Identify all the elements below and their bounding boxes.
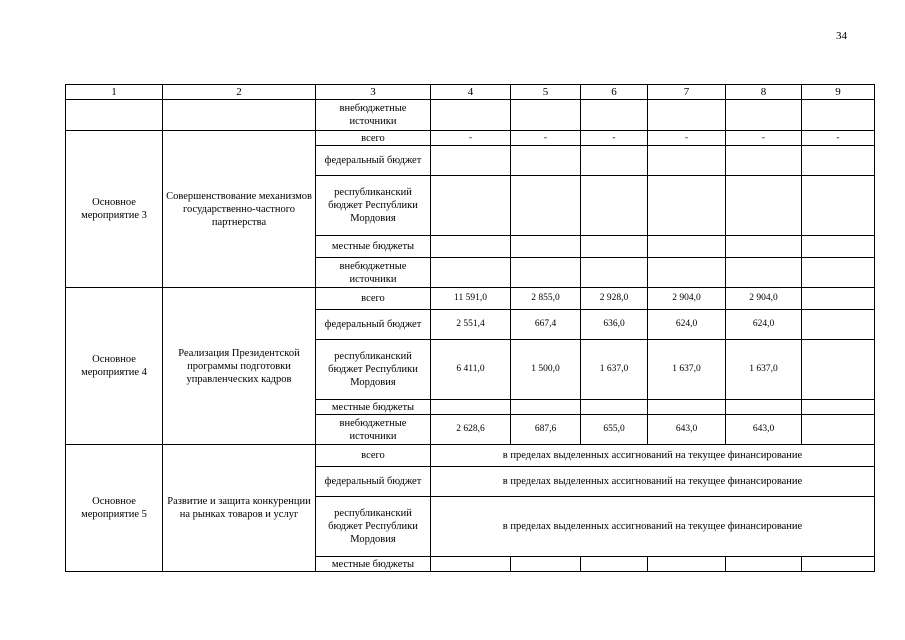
header-cell: 2 (163, 85, 316, 100)
value-cell (648, 557, 726, 572)
value-cell: - (726, 131, 802, 146)
source-cell: всего (316, 445, 431, 467)
value-cell: 2 904,0 (726, 288, 802, 310)
value-cell (581, 146, 648, 176)
value-cell (581, 258, 648, 288)
source-cell: внебюджетные источники (316, 100, 431, 131)
value-cell (431, 176, 511, 236)
value-cell (802, 100, 875, 131)
financing-note: в пределах выделенных ассигнований на текущее финансирование (431, 445, 875, 467)
value-cell (511, 176, 581, 236)
source-cell: всего (316, 288, 431, 310)
value-cell: 687,6 (511, 415, 581, 445)
empty-cell (66, 100, 163, 131)
value-cell (648, 146, 726, 176)
header-cell: 1 (66, 85, 163, 100)
header-cell: 3 (316, 85, 431, 100)
value-cell (581, 400, 648, 415)
value-cell: 2 904,0 (648, 288, 726, 310)
source-cell: федеральный бюджет (316, 467, 431, 497)
value-cell (802, 310, 875, 340)
source-cell: республиканский бюджет Республики Мордовия (316, 497, 431, 557)
value-cell (431, 146, 511, 176)
value-cell (802, 415, 875, 445)
value-cell (802, 146, 875, 176)
value-cell: 667,4 (511, 310, 581, 340)
header-cell: 9 (802, 85, 875, 100)
value-cell: 2 855,0 (511, 288, 581, 310)
value-cell (726, 236, 802, 258)
value-cell: 2 628,6 (431, 415, 511, 445)
financing-note: в пределах выделенных ассигнований на текущее финансирование (431, 497, 875, 557)
value-cell (581, 176, 648, 236)
measure-title: Основное мероприятие 3 (66, 131, 163, 288)
source-cell: местные бюджеты (316, 557, 431, 572)
value-cell: 624,0 (726, 310, 802, 340)
value-cell (648, 100, 726, 131)
value-cell (726, 176, 802, 236)
value-cell: - (431, 131, 511, 146)
header-cell: 7 (648, 85, 726, 100)
source-cell: федеральный бюджет (316, 146, 431, 176)
value-cell: 2 928,0 (581, 288, 648, 310)
value-cell (431, 400, 511, 415)
value-cell (511, 400, 581, 415)
value-cell (802, 288, 875, 310)
value-cell: 655,0 (581, 415, 648, 445)
budget-table (65, 84, 875, 572)
source-cell: местные бюджеты (316, 236, 431, 258)
value-cell: 643,0 (648, 415, 726, 445)
table-row (66, 131, 875, 146)
value-cell: 6 411,0 (431, 340, 511, 400)
table-row (66, 288, 875, 310)
value-cell (802, 557, 875, 572)
empty-cell (163, 100, 316, 131)
source-cell: местные бюджеты (316, 400, 431, 415)
measure-name: Развитие и защита конкуренции на рынках товаров и услуг (163, 445, 316, 572)
value-cell (431, 100, 511, 131)
source-cell: внебюджетные источники (316, 415, 431, 445)
financing-note: в пределах выделенных ассигнований на текущее финансирование (431, 467, 875, 497)
value-cell (726, 100, 802, 131)
value-cell (802, 258, 875, 288)
value-cell: 1 637,0 (581, 340, 648, 400)
value-cell (581, 557, 648, 572)
value-cell (581, 236, 648, 258)
value-cell (511, 146, 581, 176)
value-cell (726, 258, 802, 288)
value-cell: 643,0 (726, 415, 802, 445)
value-cell (431, 236, 511, 258)
value-cell (431, 258, 511, 288)
value-cell (511, 258, 581, 288)
value-cell (511, 557, 581, 572)
source-cell: всего (316, 131, 431, 146)
source-cell: федеральный бюджет (316, 310, 431, 340)
value-cell: 2 551,4 (431, 310, 511, 340)
value-cell: - (648, 131, 726, 146)
measure-title: Основное мероприятие 5 (66, 445, 163, 572)
measure-name: Реализация Президентской программы подготовки управленческих кадров (163, 288, 316, 445)
header-cell: 5 (511, 85, 581, 100)
value-cell (648, 400, 726, 415)
value-cell: - (581, 131, 648, 146)
value-cell: 1 637,0 (648, 340, 726, 400)
value-cell (511, 236, 581, 258)
header-cell: 6 (581, 85, 648, 100)
value-cell (648, 236, 726, 258)
page-number: 34 (836, 30, 847, 42)
source-cell: республиканский бюджет Республики Мордовия (316, 176, 431, 236)
value-cell: 624,0 (648, 310, 726, 340)
value-cell (802, 340, 875, 400)
value-cell: 1 637,0 (726, 340, 802, 400)
value-cell (802, 176, 875, 236)
measure-title: Основное мероприятие 4 (66, 288, 163, 445)
value-cell (511, 100, 581, 131)
value-cell: 636,0 (581, 310, 648, 340)
value-cell: - (511, 131, 581, 146)
header-cell: 4 (431, 85, 511, 100)
table-row (66, 100, 875, 131)
table-row (66, 445, 875, 467)
source-cell: республиканский бюджет Республики Мордовия (316, 340, 431, 400)
value-cell (726, 557, 802, 572)
measure-name: Совершенствование механизмов государственно-частного партнерства (163, 131, 316, 288)
value-cell (648, 258, 726, 288)
value-cell (581, 100, 648, 131)
header-cell: 8 (726, 85, 802, 100)
source-cell: внебюджетные источники (316, 258, 431, 288)
value-cell (802, 400, 875, 415)
value-cell (648, 176, 726, 236)
value-cell: 11 591,0 (431, 288, 511, 310)
value-cell (802, 236, 875, 258)
value-cell (726, 400, 802, 415)
value-cell: 1 500,0 (511, 340, 581, 400)
header-row (66, 85, 875, 100)
value-cell (431, 557, 511, 572)
value-cell: - (802, 131, 875, 146)
value-cell (726, 146, 802, 176)
